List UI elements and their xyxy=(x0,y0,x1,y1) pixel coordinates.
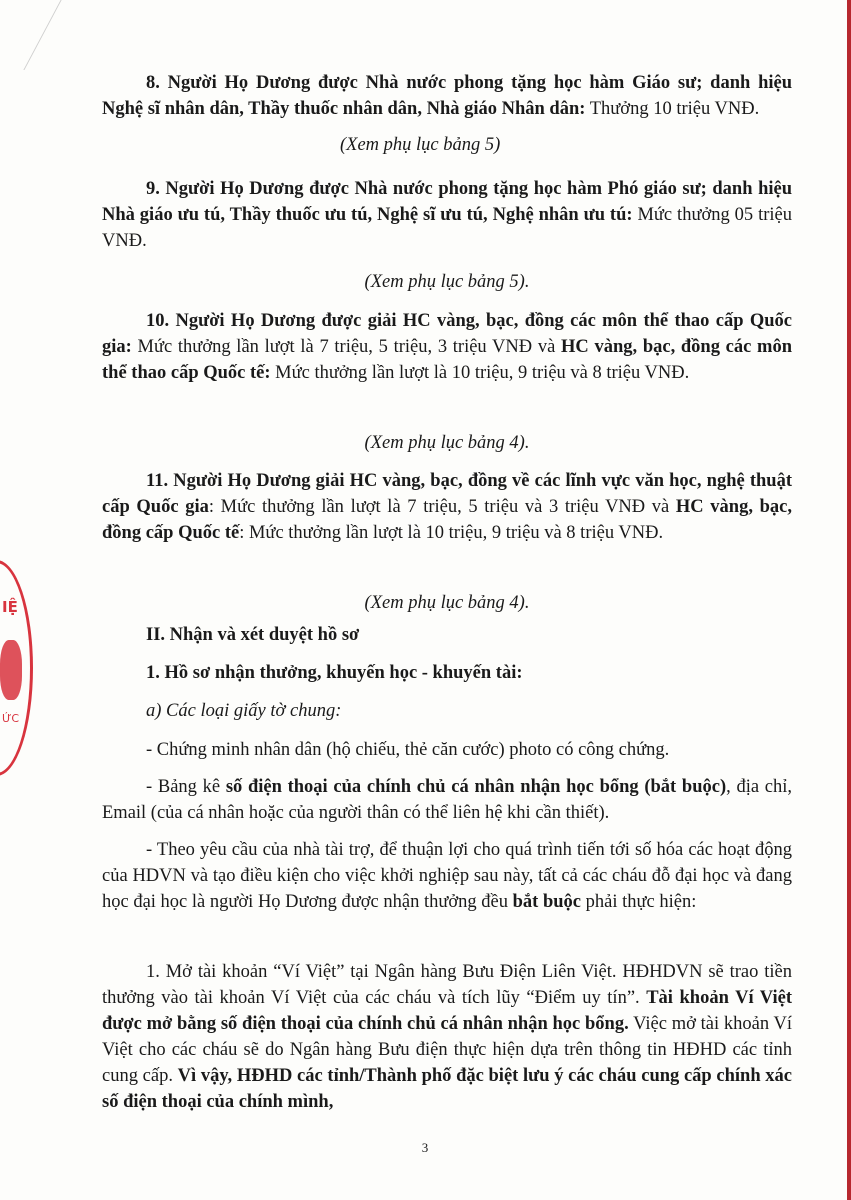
item-8-ref: (Xem phụ lục bảng 5) xyxy=(340,135,501,155)
item-9 xyxy=(102,176,792,254)
item-11-normal-1: : Mức thưởng lần lượt là 7 triệu, 5 triệu và 3 triệu VNĐ và xyxy=(208,497,676,517)
item-9-ref: (Xem phụ lục bảng 5). xyxy=(364,272,530,292)
bullet-phone-normal-2: , địa chỉ, Email (của cá nhân hoặc của người thân có thể liên hệ khi cần thiết). xyxy=(102,777,792,823)
point-1-c: Việc mở tài khoản Ví Việt cho các cháu sẽ do Ngân hàng Bưu điện thực hiện dựa trên thông tin HĐHD các tỉnh cung cấp. xyxy=(102,1014,792,1086)
stamp-text-bottom: ỨC xyxy=(2,712,20,725)
bullet-sponsor-bold: bắt buộc xyxy=(512,892,581,912)
section-2-sub-a: a) Các loại giấy tờ chung: xyxy=(146,701,342,721)
item-10 xyxy=(102,308,792,386)
bullet-sponsor-normal: - Theo yêu cầu của nhà tài trợ, để thuận lợi cho quá trình tiến tới số hóa các hoạt động của HDVN và tạo điều kiện cho việc khởi nghiệp sau này, tất cả các cháu đỗ đại học và đang học đại học là người Họ Dương được nhận thưởng đều xyxy=(102,840,792,912)
bullet-phone-bold: số điện thoại của chính chủ cá nhân nhận học bổng (bắt buộc) xyxy=(225,777,727,797)
item-11-normal-2: : Mức thưởng lần lượt là 10 triệu, 9 triệu và 8 triệu VNĐ. xyxy=(239,523,664,543)
item-11-ref: (Xem phụ lục bảng 4). xyxy=(364,593,530,613)
page-number: 3 xyxy=(421,1140,429,1155)
item-10-ref: (Xem phụ lục bảng 4). xyxy=(364,433,530,453)
section-2-heading: II. Nhận và xét duyệt hồ sơ xyxy=(146,625,360,645)
item-10-normal-1: Mức thưởng lần lượt là 7 triệu, 5 triệu, 3 triệu VNĐ và xyxy=(131,337,561,357)
stamp-text-top: IỆ xyxy=(2,598,18,616)
item-10-bold-1: 10. Người Họ Dương được giải HC vàng, bạc, đồng các môn thể thao cấp Quốc gia: xyxy=(102,311,792,357)
item-10-bold-2: HC vàng, bạc, đồng các môn thể thao cấp Quốc tế: xyxy=(102,337,792,383)
bullet-id-card: - Chứng minh nhân dân (hộ chiếu, thẻ căn cước) photo có công chứng. xyxy=(146,740,670,760)
bullet-phone-list xyxy=(102,774,792,826)
item-9-normal: Mức thưởng 05 triệu VNĐ. xyxy=(102,205,792,251)
item-11-bold-2: HC vàng, bạc, đồng cấp Quốc tế xyxy=(102,497,792,543)
item-9-bold: 9. Người Họ Dương được Nhà nước phong tặng học hàm Phó giáo sư; danh hiệu Nhà giáo ưu tú, Thầy thuốc ưu tú, Nghệ sĩ ưu tú, Nghệ nhân ưu tú: xyxy=(102,179,792,225)
item-8-normal: Thưởng 10 triệu VNĐ. xyxy=(585,99,760,119)
item-8 xyxy=(102,70,792,122)
item-11 xyxy=(102,468,792,546)
bullet-sponsor-requirement xyxy=(102,837,792,915)
bullet-phone-normal-1: - Bảng kê xyxy=(146,777,226,797)
point-1-vi-viet xyxy=(102,959,792,1115)
scan-edge-mark xyxy=(0,0,62,70)
page-edge-stripe xyxy=(847,0,851,1200)
point-1-d: Vì vậy, HĐHD các tỉnh/Thành phố đặc biệt lưu ý các cháu cung cấp chính xác số điện thoại của chính mình, xyxy=(102,1066,792,1112)
section-2-sub-1: 1. Hồ sơ nhận thưởng, khuyến học - khuyến tài: xyxy=(146,663,523,683)
item-10-normal-2: Mức thưởng lần lượt là 10 triệu, 9 triệu và 8 triệu VNĐ. xyxy=(270,363,690,383)
bullet-sponsor-end: phải thực hiện: xyxy=(581,892,697,912)
point-1-b: Tài khoản Ví Việt được mở bằng số điện thoại của chính chủ cá nhân nhận học bổng. xyxy=(102,988,792,1034)
item-8-bold: 8. Người Họ Dương được Nhà nước phong tặng học hàm Giáo sư; danh hiệu Nghệ sĩ nhân dân, Thầy thuốc nhân dân, Nhà giáo Nhân dân: xyxy=(102,73,792,119)
stamp-emblem xyxy=(0,640,22,700)
item-11-bold-1: 11. Người Họ Dương giải HC vàng, bạc, đồng về các lĩnh vực văn học, nghệ thuật cấp Quốc gia xyxy=(102,471,792,517)
point-1-a: 1. Mở tài khoản “Ví Việt” tại Ngân hàng Bưu Điện Liên Việt. HĐHDVN sẽ trao tiền thưởng vào tài khoản Ví Việt của các cháu và tích lũy “Điểm uy tín”. xyxy=(102,962,792,1008)
